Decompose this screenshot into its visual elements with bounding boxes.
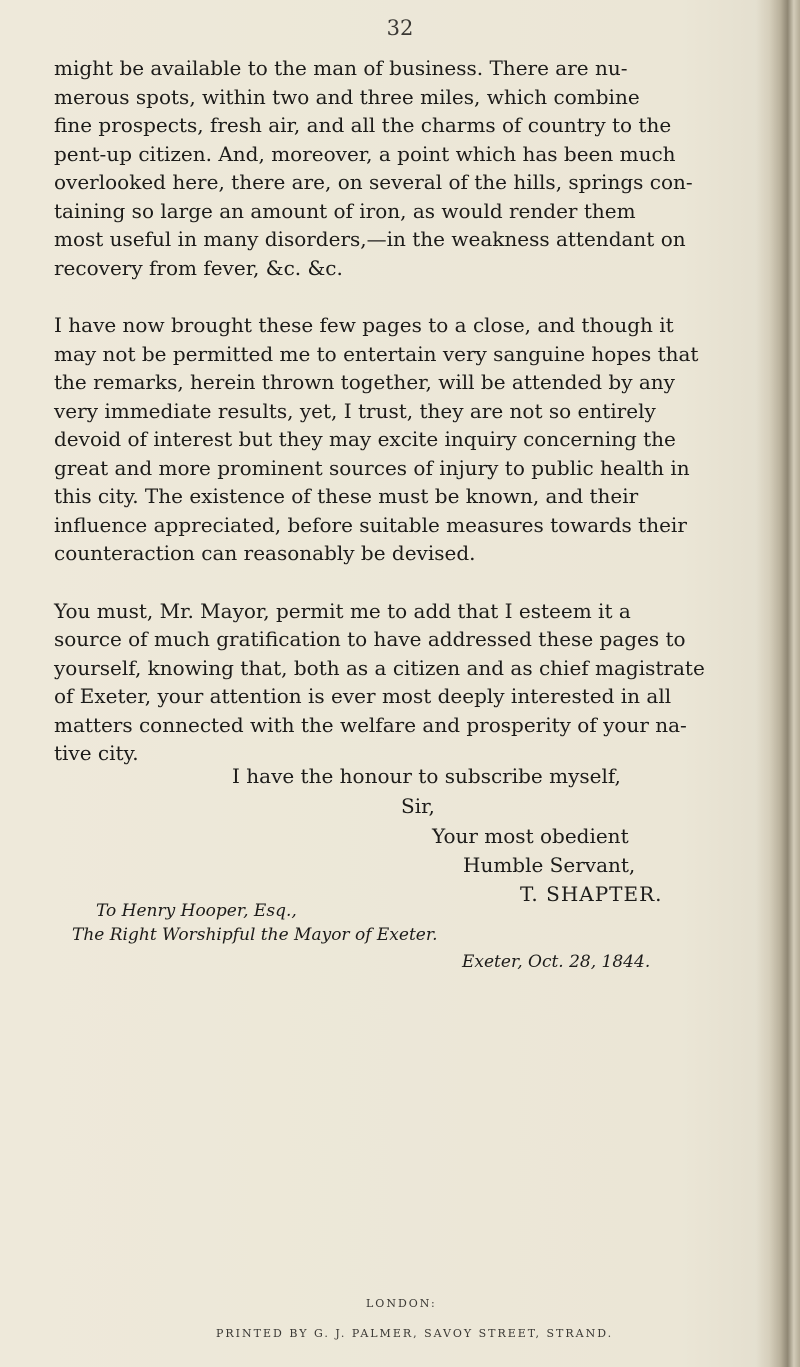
imprint-city: LONDON: xyxy=(366,1297,437,1310)
paragraph-1 xyxy=(54,54,762,282)
text-line: influence appreciated, before suitable measures towards their xyxy=(54,512,687,537)
body-text xyxy=(54,54,762,797)
paragraph-3 xyxy=(54,597,762,768)
addressee-name: To Henry Hooper, Esq., xyxy=(96,901,297,921)
text-line: You must, Mr. Mayor, permit me to add that I esteem it a xyxy=(54,598,631,623)
text-line: very immediate results, yet, I trust, they are not so entirely xyxy=(54,398,656,423)
text-line: the remarks, herein thrown together, will be attended by any xyxy=(54,370,675,394)
page-edge-shadow xyxy=(756,0,800,1367)
text-line: overlooked here, there are, on several of the hills, springs con- xyxy=(54,170,693,194)
text-line: yourself, knowing that, both as a citizen and as chief magistrate xyxy=(54,655,705,680)
text-line: tive city. xyxy=(54,741,139,765)
text-line: might be available to the man of business. There are nu- xyxy=(54,56,628,80)
closing-line: Humble Servant, xyxy=(463,853,636,877)
text-line: this city. The existence of these must be known, and their xyxy=(54,484,639,508)
text-line: most useful in many disorders,—in the weakness attendant on xyxy=(54,227,686,251)
text-line: of Exeter, your attention is ever most deeply interested in all xyxy=(54,684,672,708)
text-line: matters connected with the welfare and prosperity of your na- xyxy=(54,712,687,737)
text-line: counteraction can reasonably be devised. xyxy=(54,541,476,565)
salutation: Sir, xyxy=(401,794,435,818)
paragraph-2 xyxy=(54,311,762,568)
text-line: may not be permitted me to entertain very sanguine hopes that xyxy=(54,341,699,366)
text-line: recovery from fever, &c. &c. xyxy=(54,255,343,280)
closing-line: I have the honour to subscribe myself, xyxy=(232,764,621,788)
addressee-title: The Right Worshipful the Mayor of Exeter. xyxy=(72,925,438,945)
text-line: taining so large an amount of iron, as would render them xyxy=(54,198,636,223)
text-line: fine prospects, fresh air, and all the charms of country to the xyxy=(54,113,672,137)
dateline: Exeter, Oct. 28, 1844. xyxy=(462,952,651,972)
imprint-printer: PRINTED BY G. J. PALMER, SAVOY STREET, STRAND. xyxy=(216,1327,614,1340)
page-number: 32 xyxy=(386,16,414,40)
text-line: pent-up citizen. And, moreover, a point which has been much xyxy=(54,141,676,166)
text-line: devoid of interest but they may excite inquiry concerning the xyxy=(54,427,676,451)
closing-line: Your most obedient xyxy=(432,824,629,848)
text-line: source of much gratification to have addressed these pages to xyxy=(54,627,686,651)
text-line: merous spots, within two and three miles, which combine xyxy=(54,84,640,109)
text-line: great and more prominent sources of injury to public health in xyxy=(54,455,690,480)
signature: T. SHAPTER. xyxy=(520,882,663,906)
text-line: I have now brought these few pages to a close, and though it xyxy=(54,313,674,337)
